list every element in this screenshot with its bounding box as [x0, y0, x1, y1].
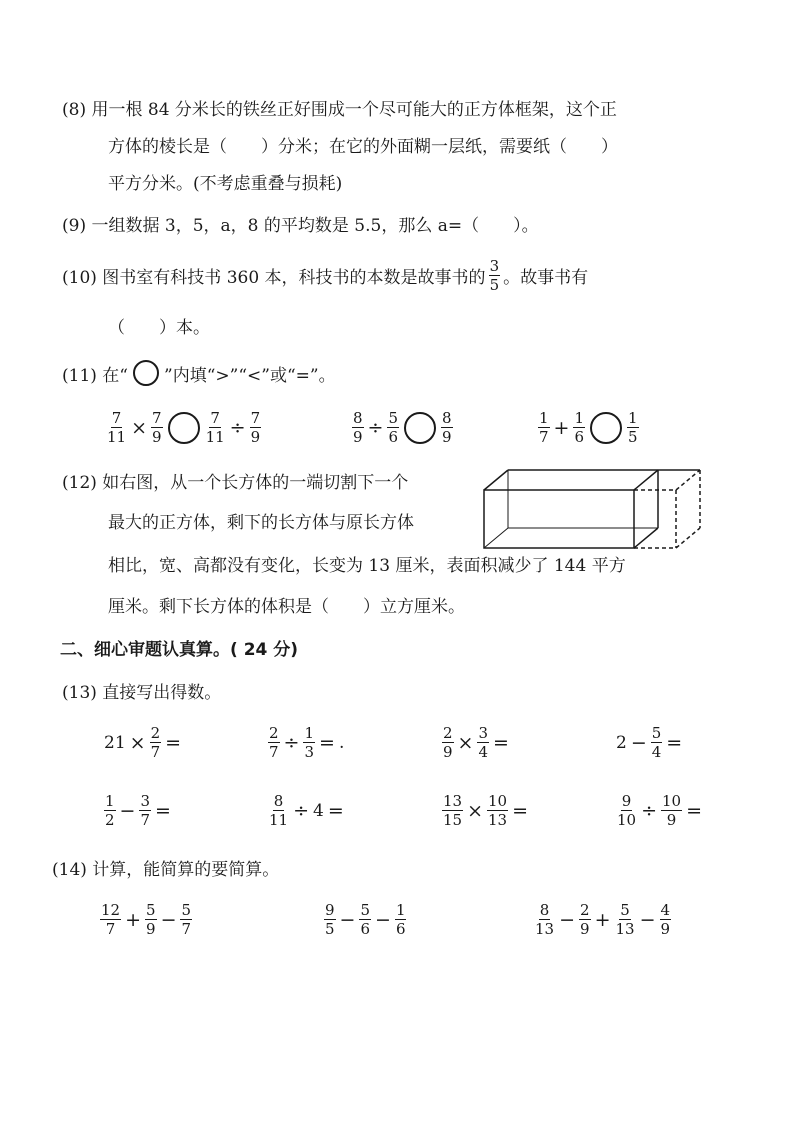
operator: ÷ [283, 731, 300, 754]
operator: + [594, 908, 611, 931]
denominator: 11 [107, 428, 127, 446]
numerator: 1 [539, 409, 549, 427]
numerator: 5 [620, 901, 630, 919]
fraction [250, 410, 262, 445]
fraction [205, 410, 226, 445]
fraction [651, 725, 663, 760]
fraction [352, 410, 364, 445]
denominator: 5 [325, 920, 335, 938]
q10-line1 [62, 258, 588, 293]
whole-number: 2 [616, 732, 627, 753]
q11-title-post: ”内填“>”“<”或“=”。 [164, 365, 336, 386]
numerator: 5 [360, 901, 371, 919]
denominator: 4 [651, 743, 662, 761]
denominator: 9 [152, 428, 162, 446]
fraction [180, 902, 192, 937]
fraction [616, 793, 637, 828]
denominator: 7 [181, 920, 192, 938]
equals-sign: = [319, 731, 335, 754]
denominator: 9 [250, 428, 261, 446]
denominator: 7 [140, 811, 151, 829]
operator: − [119, 799, 136, 822]
q12-line2: 最大的正方体，剩下的长方体与原长方体 [108, 513, 414, 533]
numerator: 4 [660, 901, 671, 919]
denominator: 7 [150, 743, 161, 761]
q13-problem-4 [616, 725, 683, 760]
denominator: 11 [269, 811, 289, 829]
operator: − [630, 731, 647, 754]
numerator: 1 [105, 792, 115, 810]
fraction [477, 725, 489, 760]
denominator: 10 [617, 811, 637, 829]
compare-circle[interactable] [590, 412, 622, 444]
fraction [387, 410, 399, 445]
whole-number: 21 [104, 732, 126, 753]
fraction [487, 793, 508, 828]
equals-sign: = [165, 731, 182, 754]
denominator: 9 [443, 743, 453, 761]
q11-title-pre: (11) 在“ [62, 365, 128, 386]
denominator: 7 [269, 743, 279, 761]
numerator: 7 [111, 409, 122, 427]
cuboid-diagram [478, 462, 714, 554]
fraction [660, 902, 672, 937]
fraction [538, 410, 550, 445]
fraction [395, 902, 407, 937]
operator: × [131, 416, 148, 439]
fraction [441, 410, 453, 445]
denominator: 4 [478, 743, 489, 761]
compare-circle[interactable] [168, 412, 200, 444]
operator: − [639, 908, 656, 931]
fraction [139, 793, 151, 828]
q10-fraction [489, 258, 501, 293]
numerator: 3 [140, 792, 151, 810]
q13-problem-8 [616, 793, 703, 828]
numerator: 13 [443, 792, 463, 810]
q10-text-pre: (10) 图书室有科技书 360 本，科技书的本数是故事书的 [62, 268, 486, 288]
fraction [268, 725, 280, 760]
numerator: 9 [325, 901, 335, 919]
q9-text: (9) 一组数据 3，5，a，8 的平均数是 5.5，那么 a=（ ）。 [62, 216, 539, 236]
q12-line3: 相比，宽、高都没有变化，长变为 13 厘米，表面积减少了 144 平方 [108, 556, 626, 576]
numerator: 5 [388, 409, 399, 427]
denominator: 9 [442, 428, 452, 446]
operator: + [125, 908, 142, 931]
fraction [324, 902, 336, 937]
q10-line2: （ ）本。 [108, 318, 210, 338]
q11-compare-3 [538, 410, 639, 445]
operator: ÷ [641, 799, 658, 822]
denominator: 11 [205, 428, 225, 446]
numerator: 8 [353, 409, 363, 427]
denominator: 9 [580, 920, 590, 938]
numerator: 8 [273, 792, 284, 810]
numerator: 10 [662, 792, 682, 810]
fraction [150, 725, 162, 760]
q11-compare-2 [352, 410, 453, 445]
operator: + [553, 416, 570, 439]
numerator: 12 [101, 901, 121, 919]
q13-problem-5 [104, 793, 172, 828]
fraction [100, 902, 121, 937]
q10-frac-den: 5 [489, 276, 500, 294]
q13-problem-3 [442, 725, 510, 760]
section-2-title: 二、细心审题认真算。( 24 分) [60, 640, 299, 660]
numerator: 2 [443, 724, 453, 742]
fraction [661, 793, 682, 828]
q11-title [62, 360, 336, 386]
q8-line3: 平方分米。(不考虑重叠与损耗) [108, 174, 343, 194]
denominator: 13 [535, 920, 555, 938]
q13-problem-2 [268, 725, 344, 760]
q12-line1: (12) 如右图，从一个长方体的一端切割下一个 [62, 473, 409, 493]
operator: × [129, 731, 146, 754]
q12-line4: 厘米。剩下长方体的体积是（ ）立方厘米。 [108, 597, 465, 617]
numerator: 7 [210, 409, 220, 427]
q13-problem-6 [268, 793, 345, 828]
denominator: 13 [488, 811, 508, 829]
q11-compare-1 [106, 410, 261, 445]
fraction [614, 902, 635, 937]
numerator: 1 [304, 724, 315, 742]
operator: − [339, 908, 356, 931]
numerator: 9 [621, 792, 632, 810]
operator: × [457, 731, 474, 754]
numerator: 10 [488, 792, 508, 810]
numerator: 5 [181, 901, 192, 919]
q14-expression-2 [324, 902, 406, 937]
denominator: 7 [105, 920, 116, 938]
equals-sign: = [666, 731, 683, 754]
fraction [151, 410, 163, 445]
operator: ÷ [367, 416, 384, 439]
denominator: 15 [443, 811, 463, 829]
numerator: 1 [628, 409, 638, 427]
denominator: 9 [660, 920, 671, 938]
fraction [442, 793, 463, 828]
denominator: 6 [388, 428, 399, 446]
trailing-dot: . [338, 732, 345, 753]
q13-problem-1 [104, 725, 182, 760]
fraction [573, 410, 585, 445]
numerator: 8 [539, 901, 550, 919]
whole-number: 4 [313, 800, 324, 821]
numerator: 2 [150, 724, 161, 742]
numerator: 2 [580, 901, 590, 919]
q10-frac-num: 3 [489, 257, 500, 275]
denominator: 6 [360, 920, 371, 938]
numerator: 2 [269, 724, 279, 742]
q10-text-post: 。故事书有 [503, 268, 589, 288]
denominator: 2 [105, 811, 115, 829]
fraction [359, 902, 371, 937]
denominator: 5 [628, 428, 638, 446]
operator: − [559, 908, 576, 931]
fraction [579, 902, 591, 937]
circle-icon [133, 360, 159, 386]
q13-problem-7 [442, 793, 529, 828]
denominator: 6 [395, 920, 406, 938]
fraction [268, 793, 289, 828]
fraction [534, 902, 555, 937]
fraction [442, 725, 454, 760]
denominator: 7 [539, 428, 549, 446]
equals-sign: = [512, 799, 529, 822]
denominator: 9 [666, 811, 677, 829]
q8-line2: 方体的棱长是（ ）分米；在它的外面糊一层纸，需要纸（ ） [108, 137, 618, 157]
fraction [303, 725, 315, 760]
operator: − [375, 908, 391, 931]
operator: ÷ [293, 799, 310, 822]
cuboid-front-face [484, 490, 634, 548]
q8-line1: (8) 用一根 84 分米长的铁丝正好围成一个尽可能大的正方体框架，这个正 [62, 100, 617, 120]
numerator: 7 [250, 409, 261, 427]
fraction [104, 793, 116, 828]
operator: ÷ [229, 416, 246, 439]
numerator: 1 [574, 409, 585, 427]
numerator: 3 [478, 724, 489, 742]
equals-sign: = [493, 731, 509, 754]
fraction [106, 410, 127, 445]
fraction [627, 410, 639, 445]
q14-title: (14) 计算，能简算的要简算。 [52, 860, 280, 880]
denominator: 3 [304, 743, 315, 761]
equals-sign: = [686, 799, 703, 822]
equals-sign: = [327, 799, 344, 822]
operator: × [467, 799, 484, 822]
denominator: 6 [574, 428, 585, 446]
numerator: 5 [651, 724, 662, 742]
numerator: 1 [395, 901, 406, 919]
operator: − [160, 908, 177, 931]
compare-circle[interactable] [404, 412, 436, 444]
numerator: 5 [146, 901, 156, 919]
fraction [145, 902, 157, 937]
denominator: 13 [615, 920, 635, 938]
q13-title: (13) 直接写出得数。 [62, 683, 222, 703]
q14-expression-3 [534, 902, 671, 937]
denominator: 9 [146, 920, 156, 938]
equals-sign: = [155, 799, 171, 822]
denominator: 9 [353, 428, 363, 446]
numerator: 7 [152, 409, 162, 427]
numerator: 8 [442, 409, 452, 427]
q14-expression-1 [100, 902, 192, 937]
